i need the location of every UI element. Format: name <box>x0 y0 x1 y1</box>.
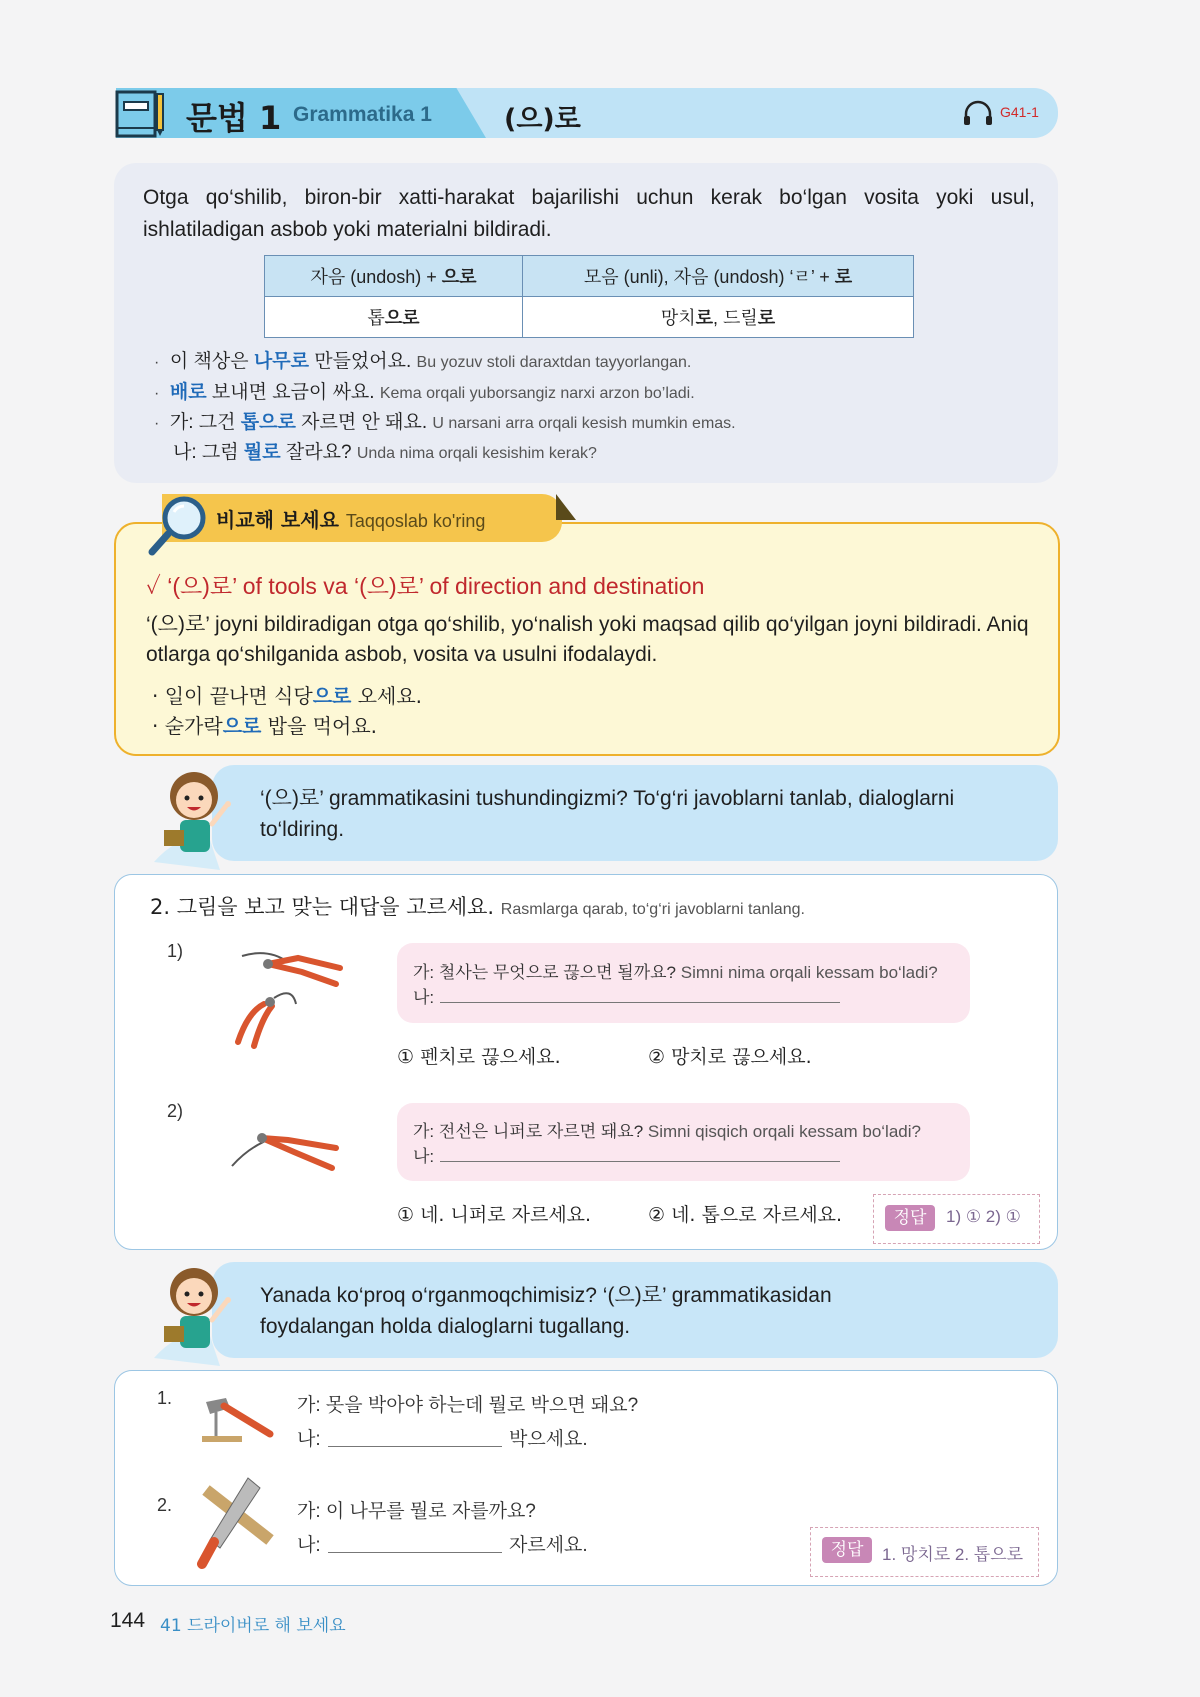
table-cell: 망치로, 드릴로 <box>523 297 914 338</box>
book-icon <box>115 88 167 138</box>
nippers-icon <box>228 1118 348 1178</box>
option-2[interactable]: ② 망치로 끊으세요. <box>648 1046 812 1068</box>
lesson-title: 41 드라이버로 해 보세요 <box>160 1616 346 1636</box>
teacher-girl-icon <box>150 1258 240 1366</box>
audio-code: G41-1 <box>1000 104 1039 120</box>
example-sentence: 나: 그럼 뭘로 잘라요? Unda nima orqali kesishim kerak? <box>173 442 597 463</box>
answer-key-label: 정답 <box>822 1537 872 1563</box>
table-cell: 톱으로 <box>265 297 523 338</box>
dialogue-question: 가: 철사는 무엇으로 끊으면 될까요? Simni nima orqali kessam bo‘ladi? <box>413 963 938 982</box>
lesson-number: 문법 1 <box>186 99 282 137</box>
dialogue-question: 가: 이 나무를 뭘로 자를까요? <box>297 1501 536 1522</box>
exercise-2-title: 2. 그림을 보고 맞는 대답을 고르세요. Rasmlarga qarab, to‘g‘ri javoblarni tanlang. <box>150 895 805 919</box>
bubble-text: ‘(으)로’ grammatikasini tushundingizmi? To‘g‘ri javoblarni tanlab, dialoglarni to‘ldiring. <box>260 787 955 841</box>
example-sentence: · 배로 보내면 요금이 싸요. Kema orqali yuborsangiz narxi arzon bo’ladi. <box>154 382 695 403</box>
compare-body: ‘(으)로’ joyni bildiradigan otga qo‘shilib, yo‘nalish yoki maqsad qilib qo‘yilgan joyni bildiradi. Aniq otlarga qo‘shilganida asbob, vosita va usulni ifodalaydi. <box>146 613 1029 666</box>
headphones-icon[interactable] <box>962 100 994 126</box>
answer-blank[interactable] <box>328 1446 502 1447</box>
dialogue-box <box>397 1103 970 1181</box>
option-1[interactable]: ① 펜치로 끊으세요. <box>397 1046 561 1068</box>
table-header-cell: 자음 (undosh) + 으로 <box>265 256 523 297</box>
teacher-girl-icon <box>150 762 240 870</box>
compare-example: · 숟가락으로 밥을 먹어요. <box>152 714 378 738</box>
pliers-icon <box>228 942 348 1052</box>
lesson-english: Grammatika 1 <box>293 103 432 126</box>
dialogue-answer-label: 나: <box>413 988 435 1007</box>
example-sentence: · 이 책상은 나무로 만들었어요. Bu yozuv stoli daraxtdan tayyorlangan. <box>154 351 692 372</box>
dialogue-question: 가: 전선은 니퍼로 자르면 돼요? Simni qisqich orqali kessam bo‘ladi? <box>413 1122 921 1141</box>
grammar-description: Otga qo‘shilib, biron-bir xatti-harakat bajarilishi uchun kerak bo‘lgan vosita yoki usul, ishlatiladigan asbob yoki materialni bildiradi. <box>143 186 1035 241</box>
answer-ending: 박으세요. <box>509 1429 588 1450</box>
answer-key-text: 1. 망치로 2. 톱으로 <box>882 1545 1024 1564</box>
check-icon: ✓ <box>146 573 161 599</box>
tab-fold-icon <box>556 494 576 520</box>
answer-blank[interactable] <box>440 1002 840 1003</box>
answer-blank[interactable] <box>328 1552 502 1553</box>
dialogue-answer-label: 나: <box>297 1429 321 1450</box>
page-number: 144 <box>110 1609 146 1632</box>
answer-key-text: 1) ① 2) ① <box>946 1207 1021 1226</box>
dialogue-answer-label: 나: <box>413 1147 435 1166</box>
example-sentence: · 가: 그건 톱으로 자르면 안 돼요. U narsani arra orqali kesish mumkin emas. <box>154 412 736 433</box>
bubble-text: Yanada ko‘proq o‘rganmoqchimisiz? ‘(으)로’ grammatikasidan foydalangan holda dialoglarni tugallang. <box>260 1284 832 1338</box>
compare-title: 비교해 보세요 Taqqoslab ko'ring <box>216 508 486 532</box>
option-1[interactable]: ① 네. 니퍼로 자르세요. <box>397 1204 592 1226</box>
dialogue-box <box>397 943 970 1023</box>
item-number: 2. <box>157 1495 173 1515</box>
answer-blank[interactable] <box>440 1161 840 1162</box>
item-number: 1) <box>167 941 184 961</box>
saw-icon <box>196 1470 276 1570</box>
magnifier-icon <box>148 494 210 556</box>
conjugation-table <box>264 255 914 338</box>
dialogue-answer-label: 나: <box>297 1535 321 1556</box>
compare-heading: ✓ ‘(으)로’ of tools va ‘(으)로’ of direction and destination <box>146 573 705 599</box>
compare-example: · 일이 끝나면 식당으로 오세요. <box>152 684 423 708</box>
item-number: 1. <box>157 1388 173 1408</box>
item-number: 2) <box>167 1101 184 1121</box>
grammar-topic: (으)로 <box>504 104 581 135</box>
hammer-icon <box>196 1392 276 1448</box>
answer-ending: 자르세요. <box>509 1535 588 1556</box>
dialogue-question: 가: 못을 박아야 하는데 뭘로 박으면 돼요? <box>297 1395 639 1416</box>
answer-key-label: 정답 <box>885 1205 935 1231</box>
option-2[interactable]: ② 네. 톱으로 자르세요. <box>648 1204 843 1226</box>
table-header-cell: 모음 (unli), 자음 (undosh) ‘ㄹ’ + 로 <box>523 256 914 297</box>
